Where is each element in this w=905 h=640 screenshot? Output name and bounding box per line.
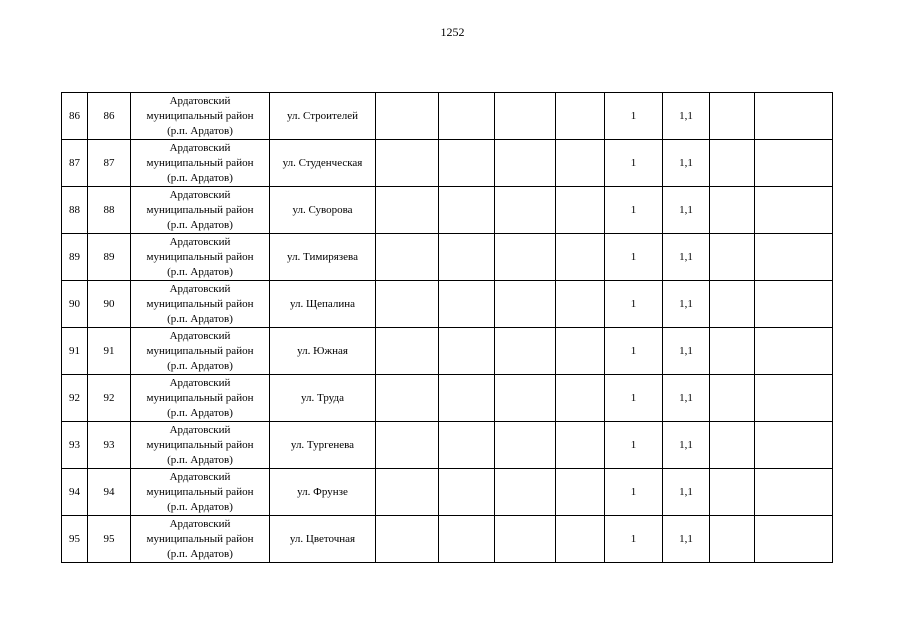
empty-cell (556, 93, 605, 140)
district-line: (р.п. Ардатов) (167, 312, 233, 325)
district-cell (131, 281, 270, 328)
empty-cell (439, 469, 495, 516)
district-cell (131, 422, 270, 469)
empty-cell (439, 516, 495, 563)
district-line: (р.п. Ардатов) (167, 124, 233, 137)
district-line: Ардатовский (169, 94, 231, 107)
district-line: (р.п. Ардатов) (167, 265, 233, 278)
data-table (61, 92, 833, 563)
district-cell (131, 328, 270, 375)
item-number-cell: 95 (88, 516, 131, 563)
row-number-cell: 89 (62, 234, 88, 281)
item-number-cell: 89 (88, 234, 131, 281)
quantity-cell: 1 (605, 187, 663, 234)
district-line: Ардатовский (169, 282, 231, 295)
quantity-cell: 1 (605, 281, 663, 328)
district-cell (131, 516, 270, 563)
empty-cell (710, 281, 755, 328)
district-line: Ардатовский (169, 376, 231, 389)
empty-cell (439, 328, 495, 375)
empty-cell (710, 375, 755, 422)
empty-cell (710, 187, 755, 234)
value-cell: 1,1 (663, 140, 710, 187)
empty-cell (376, 93, 439, 140)
quantity-cell: 1 (605, 234, 663, 281)
row-number-cell: 90 (62, 281, 88, 328)
empty-cell (376, 140, 439, 187)
district-line: (р.п. Ардатов) (167, 500, 233, 513)
street-cell: ул. Труда (270, 375, 376, 422)
table-row (62, 469, 833, 516)
empty-cell (376, 187, 439, 234)
district-line: Ардатовский (169, 188, 231, 201)
district-line: (р.п. Ардатов) (167, 453, 233, 466)
empty-cell (439, 375, 495, 422)
empty-cell (439, 422, 495, 469)
empty-cell (376, 281, 439, 328)
district-line: (р.п. Ардатов) (167, 359, 233, 372)
district-line: Ардатовский (169, 235, 231, 248)
empty-cell (376, 234, 439, 281)
district-line: муниципальный район (146, 203, 254, 216)
empty-cell (755, 516, 833, 563)
empty-cell (710, 328, 755, 375)
item-number-cell: 86 (88, 93, 131, 140)
district-line: (р.п. Ардатов) (167, 547, 233, 560)
empty-cell (556, 328, 605, 375)
empty-cell (755, 422, 833, 469)
street-cell: ул. Суворова (270, 187, 376, 234)
empty-cell (439, 187, 495, 234)
district-line: муниципальный район (146, 438, 254, 451)
empty-cell (376, 375, 439, 422)
item-number-cell: 94 (88, 469, 131, 516)
empty-cell (755, 93, 833, 140)
district-cell (131, 469, 270, 516)
empty-cell (556, 516, 605, 563)
empty-cell (755, 187, 833, 234)
empty-cell (495, 93, 556, 140)
empty-cell (556, 375, 605, 422)
district-line: муниципальный район (146, 156, 254, 169)
district-line: Ардатовский (169, 423, 231, 436)
district-line: Ардатовский (169, 470, 231, 483)
table-row (62, 281, 833, 328)
empty-cell (710, 469, 755, 516)
value-cell: 1,1 (663, 469, 710, 516)
district-line: муниципальный район (146, 391, 254, 404)
empty-cell (439, 281, 495, 328)
street-cell: ул. Студенческая (270, 140, 376, 187)
empty-cell (710, 422, 755, 469)
item-number-cell: 88 (88, 187, 131, 234)
empty-cell (495, 422, 556, 469)
quantity-cell: 1 (605, 328, 663, 375)
empty-cell (710, 516, 755, 563)
district-line: (р.п. Ардатов) (167, 406, 233, 419)
quantity-cell: 1 (605, 469, 663, 516)
table-row (62, 375, 833, 422)
value-cell: 1,1 (663, 187, 710, 234)
street-cell: ул. Цветочная (270, 516, 376, 563)
empty-cell (439, 140, 495, 187)
value-cell: 1,1 (663, 422, 710, 469)
table-body (62, 93, 833, 563)
empty-cell (556, 234, 605, 281)
page-number: 1252 (440, 25, 465, 39)
district-line: Ардатовский (169, 517, 231, 530)
table-row (62, 93, 833, 140)
empty-cell (495, 516, 556, 563)
value-cell: 1,1 (663, 93, 710, 140)
empty-cell (755, 375, 833, 422)
district-line: муниципальный район (146, 297, 254, 310)
item-number-cell: 93 (88, 422, 131, 469)
row-number-cell: 91 (62, 328, 88, 375)
district-cell (131, 93, 270, 140)
item-number-cell: 92 (88, 375, 131, 422)
empty-cell (495, 328, 556, 375)
empty-cell (495, 281, 556, 328)
quantity-cell: 1 (605, 422, 663, 469)
item-number-cell: 91 (88, 328, 131, 375)
row-number-cell: 86 (62, 93, 88, 140)
district-cell (131, 187, 270, 234)
value-cell: 1,1 (663, 516, 710, 563)
empty-cell (495, 187, 556, 234)
empty-cell (376, 469, 439, 516)
quantity-cell: 1 (605, 375, 663, 422)
table-row (62, 422, 833, 469)
district-line: муниципальный район (146, 344, 254, 357)
district-cell (131, 234, 270, 281)
empty-cell (495, 469, 556, 516)
district-line: Ардатовский (169, 141, 231, 154)
empty-cell (556, 187, 605, 234)
row-number-cell: 94 (62, 469, 88, 516)
street-cell: ул. Тимирязева (270, 234, 376, 281)
table-row (62, 140, 833, 187)
district-cell (131, 375, 270, 422)
street-cell: ул. Фрунзе (270, 469, 376, 516)
item-number-cell: 87 (88, 140, 131, 187)
table-row (62, 516, 833, 563)
row-number-cell: 88 (62, 187, 88, 234)
empty-cell (376, 422, 439, 469)
empty-cell (755, 469, 833, 516)
quantity-cell: 1 (605, 516, 663, 563)
empty-cell (755, 281, 833, 328)
quantity-cell: 1 (605, 93, 663, 140)
street-cell: ул. Тургенева (270, 422, 376, 469)
district-line: (р.п. Ардатов) (167, 218, 233, 231)
empty-cell (755, 328, 833, 375)
value-cell: 1,1 (663, 328, 710, 375)
empty-cell (556, 281, 605, 328)
quantity-cell: 1 (605, 140, 663, 187)
empty-cell (376, 516, 439, 563)
street-cell: ул. Строителей (270, 93, 376, 140)
street-cell: ул. Южная (270, 328, 376, 375)
table-row (62, 234, 833, 281)
row-number-cell: 95 (62, 516, 88, 563)
row-number-cell: 92 (62, 375, 88, 422)
item-number-cell: 90 (88, 281, 131, 328)
district-line: (р.п. Ардатов) (167, 171, 233, 184)
empty-cell (710, 93, 755, 140)
value-cell: 1,1 (663, 375, 710, 422)
table-row (62, 187, 833, 234)
district-line: муниципальный район (146, 109, 254, 122)
empty-cell (755, 234, 833, 281)
district-cell (131, 140, 270, 187)
empty-cell (755, 140, 833, 187)
value-cell: 1,1 (663, 281, 710, 328)
district-line: муниципальный район (146, 250, 254, 263)
row-number-cell: 93 (62, 422, 88, 469)
table-row (62, 328, 833, 375)
empty-cell (376, 328, 439, 375)
empty-cell (439, 93, 495, 140)
district-line: муниципальный район (146, 532, 254, 545)
street-cell: ул. Щепалина (270, 281, 376, 328)
empty-cell (495, 375, 556, 422)
district-line: муниципальный район (146, 485, 254, 498)
empty-cell (495, 140, 556, 187)
district-line: Ардатовский (169, 329, 231, 342)
empty-cell (439, 234, 495, 281)
empty-cell (556, 422, 605, 469)
empty-cell (710, 234, 755, 281)
empty-cell (556, 469, 605, 516)
empty-cell (710, 140, 755, 187)
empty-cell (495, 234, 556, 281)
value-cell: 1,1 (663, 234, 710, 281)
row-number-cell: 87 (62, 140, 88, 187)
empty-cell (556, 140, 605, 187)
